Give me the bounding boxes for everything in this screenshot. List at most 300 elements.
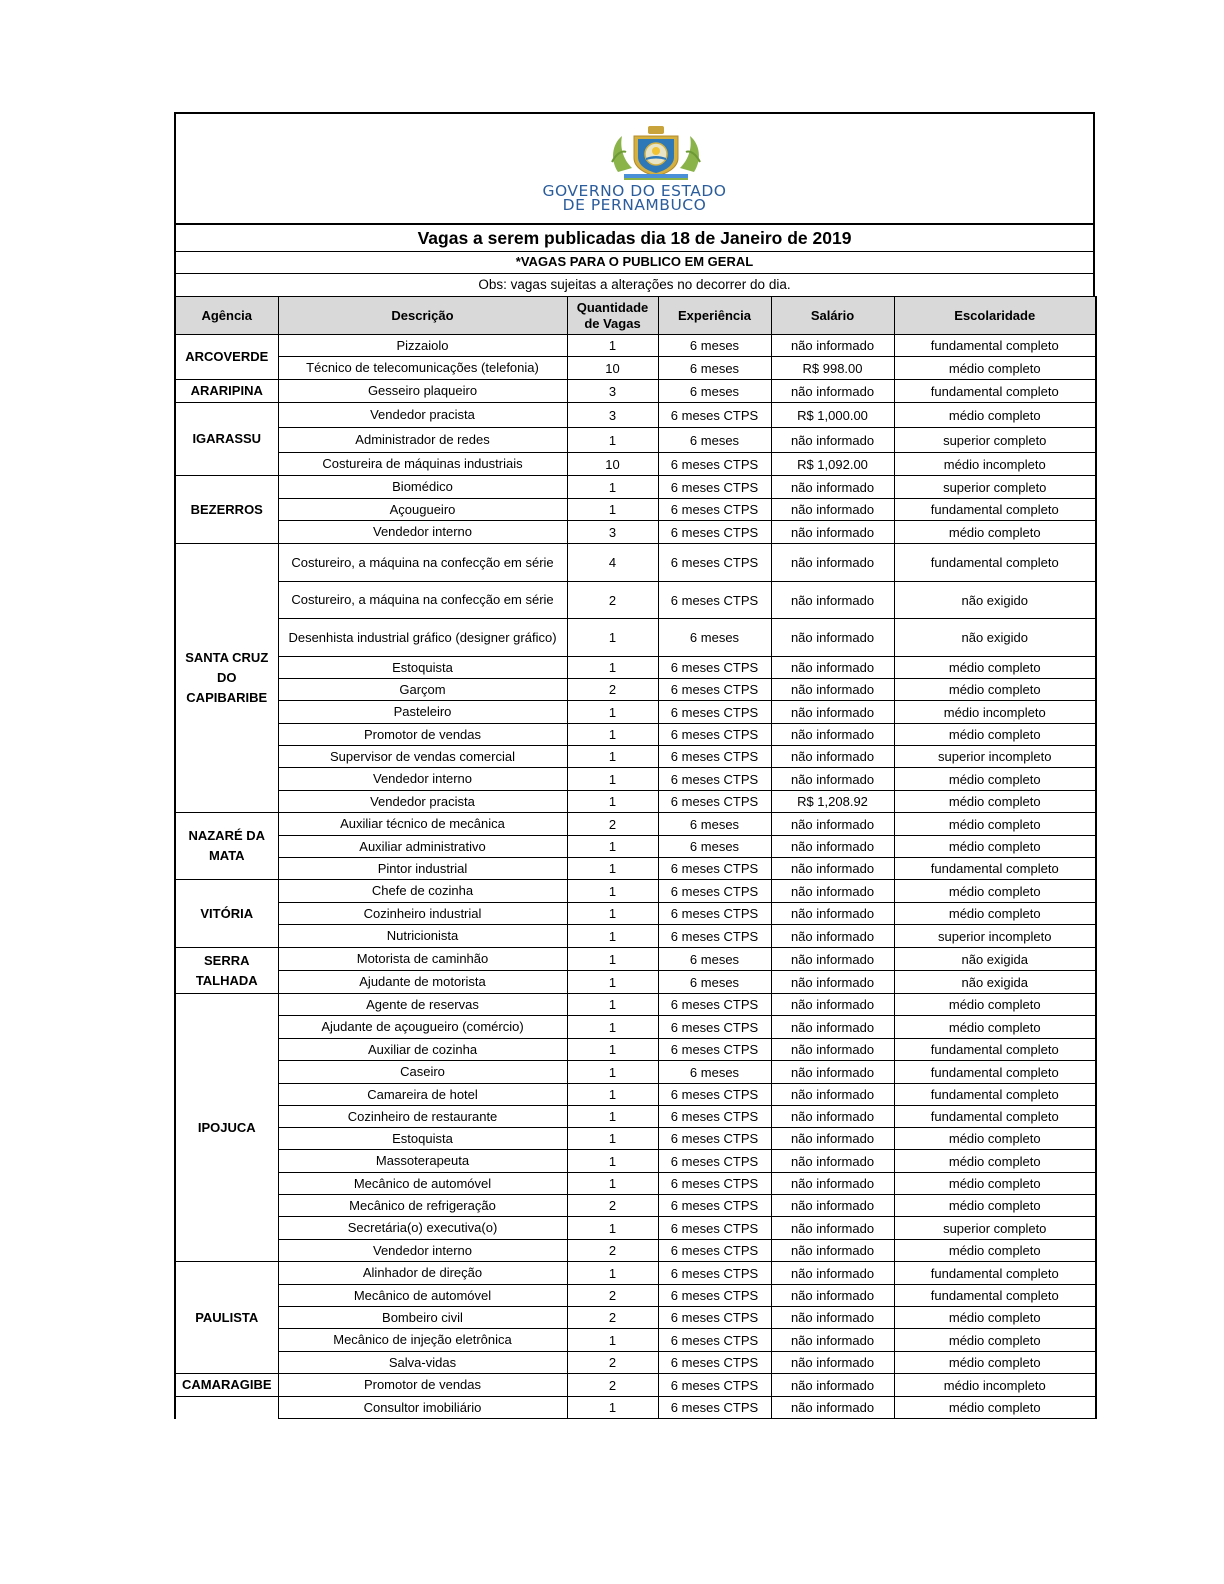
table-row bbox=[175, 453, 1096, 476]
coat-of-arms-icon bbox=[604, 124, 708, 182]
table-row bbox=[175, 1106, 1096, 1128]
education-cell: fundamental completo bbox=[894, 1262, 1096, 1285]
quantity-cell: 2 bbox=[567, 1195, 658, 1217]
quantity-cell: 1 bbox=[567, 791, 658, 813]
table-row bbox=[175, 521, 1096, 544]
table-row bbox=[175, 1240, 1096, 1262]
description-cell: Costureiro, a máquina na confecção em série bbox=[278, 582, 567, 619]
table-row bbox=[175, 1217, 1096, 1240]
experience-cell: 6 meses CTPS bbox=[658, 499, 771, 521]
salary-cell: não informado bbox=[771, 1195, 894, 1217]
salary-cell: não informado bbox=[771, 582, 894, 619]
education-cell: médio completo bbox=[894, 1016, 1096, 1039]
salary-cell: não informado bbox=[771, 1329, 894, 1352]
experience-cell: 6 meses CTPS bbox=[658, 903, 771, 925]
experience-cell: 6 meses CTPS bbox=[658, 1217, 771, 1240]
quantity-cell: 1 bbox=[567, 994, 658, 1016]
description-cell: Agente de reservas bbox=[278, 994, 567, 1016]
education-cell: médio completo bbox=[894, 1128, 1096, 1150]
agency-cell: PAULISTA bbox=[175, 1262, 278, 1374]
experience-cell: 6 meses CTPS bbox=[658, 925, 771, 948]
education-cell: médio completo bbox=[894, 679, 1096, 701]
table-row bbox=[175, 428, 1096, 453]
quantity-cell: 1 bbox=[567, 1217, 658, 1240]
table-row bbox=[175, 544, 1096, 582]
table-row bbox=[175, 1285, 1096, 1307]
description-cell: Administrador de redes bbox=[278, 428, 567, 453]
agency-name-line: SANTA CRUZ bbox=[185, 650, 269, 665]
education-cell: médio completo bbox=[894, 880, 1096, 903]
quantity-cell: 1 bbox=[567, 1150, 658, 1173]
salary-cell: não informado bbox=[771, 880, 894, 903]
description-cell: Cozinheiro de restaurante bbox=[278, 1106, 567, 1128]
table-row bbox=[175, 858, 1096, 880]
education-cell: médio incompleto bbox=[894, 453, 1096, 476]
agency-name-line: MATA bbox=[208, 848, 245, 863]
description-cell: Chefe de cozinha bbox=[278, 880, 567, 903]
salary-cell: não informado bbox=[771, 1173, 894, 1195]
education-cell: médio completo bbox=[894, 1240, 1096, 1262]
education-cell: médio completo bbox=[894, 1397, 1096, 1419]
agency-name-line: TALHADA bbox=[195, 972, 258, 988]
description-cell: Cozinheiro industrial bbox=[278, 903, 567, 925]
description-cell: Massoterapeuta bbox=[278, 1150, 567, 1173]
salary-cell: não informado bbox=[771, 701, 894, 724]
description-cell: Garçom bbox=[278, 679, 567, 701]
quantity-cell: 10 bbox=[567, 453, 658, 476]
agency-cell: CAMARAGIBE bbox=[175, 1374, 278, 1397]
quantity-cell: 2 bbox=[567, 1352, 658, 1374]
experience-cell: 6 meses CTPS bbox=[658, 679, 771, 701]
quantity-cell: 4 bbox=[567, 544, 658, 582]
experience-cell: 6 meses CTPS bbox=[658, 768, 771, 791]
education-cell: médio completo bbox=[894, 1352, 1096, 1374]
table-row bbox=[175, 903, 1096, 925]
table-row bbox=[175, 619, 1096, 657]
column-header-experiencia: Experiência bbox=[658, 297, 771, 335]
quantity-cell: 2 bbox=[567, 1285, 658, 1307]
education-cell: médio completo bbox=[894, 1329, 1096, 1352]
table-row bbox=[175, 380, 1096, 403]
education-cell: fundamental completo bbox=[894, 1106, 1096, 1128]
education-cell: não exigida bbox=[894, 948, 1096, 971]
description-cell: Açougueiro bbox=[278, 499, 567, 521]
description-cell: Salva-vidas bbox=[278, 1352, 567, 1374]
education-cell: fundamental completo bbox=[894, 499, 1096, 521]
table-row bbox=[175, 1016, 1096, 1039]
table-row bbox=[175, 657, 1096, 679]
quantity-cell: 1 bbox=[567, 1106, 658, 1128]
description-cell: Ajudante de motorista bbox=[278, 971, 567, 994]
salary-cell: não informado bbox=[771, 1084, 894, 1106]
table-row bbox=[175, 971, 1096, 994]
salary-cell: não informado bbox=[771, 1217, 894, 1240]
salary-cell: não informado bbox=[771, 428, 894, 453]
salary-cell: não informado bbox=[771, 1240, 894, 1262]
experience-cell: 6 meses CTPS bbox=[658, 1195, 771, 1217]
table-row bbox=[175, 768, 1096, 791]
experience-cell: 6 meses CTPS bbox=[658, 1374, 771, 1397]
experience-cell: 6 meses CTPS bbox=[658, 858, 771, 880]
quantity-cell: 1 bbox=[567, 971, 658, 994]
column-header-escolaridade: Escolaridade bbox=[894, 297, 1096, 335]
experience-cell: 6 meses bbox=[658, 1061, 771, 1084]
education-cell: não exigido bbox=[894, 582, 1096, 619]
experience-cell: 6 meses CTPS bbox=[658, 1128, 771, 1150]
description-cell: Costureira de máquinas industriais bbox=[278, 453, 567, 476]
experience-cell: 6 meses CTPS bbox=[658, 1397, 771, 1419]
experience-cell: 6 meses CTPS bbox=[658, 791, 771, 813]
quantity-cell: 1 bbox=[567, 1397, 658, 1419]
table-row bbox=[175, 1397, 1096, 1419]
description-cell: Vendedor pracista bbox=[278, 791, 567, 813]
agency-cell bbox=[175, 1397, 278, 1419]
education-cell: fundamental completo bbox=[894, 1061, 1096, 1084]
table-row bbox=[175, 836, 1096, 858]
table-row bbox=[175, 1262, 1096, 1285]
description-cell: Promotor de vendas bbox=[278, 724, 567, 746]
education-cell: médio incompleto bbox=[894, 1374, 1096, 1397]
agency-name-line: NAZARÉ DA bbox=[188, 828, 266, 843]
experience-cell: 6 meses CTPS bbox=[658, 403, 771, 428]
salary-cell: não informado bbox=[771, 925, 894, 948]
salary-cell: não informado bbox=[771, 836, 894, 858]
salary-cell: não informado bbox=[771, 1352, 894, 1374]
description-cell: Costureiro, a máquina na confecção em série bbox=[278, 544, 567, 582]
experience-cell: 6 meses bbox=[658, 335, 771, 357]
experience-cell: 6 meses CTPS bbox=[658, 1039, 771, 1061]
quantity-cell: 1 bbox=[567, 746, 658, 768]
table-row bbox=[175, 357, 1096, 380]
column-header-agencia: Agência bbox=[175, 297, 278, 335]
experience-cell: 6 meses CTPS bbox=[658, 724, 771, 746]
experience-cell: 6 meses CTPS bbox=[658, 1016, 771, 1039]
experience-cell: 6 meses CTPS bbox=[658, 453, 771, 476]
experience-cell: 6 meses CTPS bbox=[658, 521, 771, 544]
education-cell: médio completo bbox=[894, 903, 1096, 925]
experience-cell: 6 meses CTPS bbox=[658, 880, 771, 903]
salary-cell: R$ 998.00 bbox=[771, 357, 894, 380]
table-row bbox=[175, 1352, 1096, 1374]
education-cell: médio completo bbox=[894, 994, 1096, 1016]
salary-cell: não informado bbox=[771, 724, 894, 746]
experience-cell: 6 meses bbox=[658, 971, 771, 994]
table-row bbox=[175, 1061, 1096, 1084]
quantity-cell: 1 bbox=[567, 768, 658, 791]
salary-cell: não informado bbox=[771, 994, 894, 1016]
quantity-cell: 1 bbox=[567, 657, 658, 679]
description-cell: Promotor de vendas bbox=[278, 1374, 567, 1397]
table-row bbox=[175, 499, 1096, 521]
table-row bbox=[175, 1195, 1096, 1217]
quantity-cell: 1 bbox=[567, 619, 658, 657]
education-cell: médio completo bbox=[894, 1173, 1096, 1195]
quantity-cell: 1 bbox=[567, 1173, 658, 1195]
table-row bbox=[175, 724, 1096, 746]
table-row bbox=[175, 701, 1096, 724]
education-cell: médio completo bbox=[894, 521, 1096, 544]
salary-cell: não informado bbox=[771, 971, 894, 994]
quantity-cell: 1 bbox=[567, 1016, 658, 1039]
description-cell: Pintor industrial bbox=[278, 858, 567, 880]
quantity-cell: 1 bbox=[567, 903, 658, 925]
quantity-cell: 3 bbox=[567, 403, 658, 428]
description-cell: Caseiro bbox=[278, 1061, 567, 1084]
education-cell: médio completo bbox=[894, 836, 1096, 858]
education-cell: superior incompleto bbox=[894, 746, 1096, 768]
description-cell: Biomédico bbox=[278, 476, 567, 499]
quantity-cell: 1 bbox=[567, 724, 658, 746]
agency-cell: IGARASSU bbox=[175, 403, 278, 476]
table-row bbox=[175, 1173, 1096, 1195]
table-row bbox=[175, 813, 1096, 836]
description-cell: Pizzaiolo bbox=[278, 335, 567, 357]
education-cell: fundamental completo bbox=[894, 335, 1096, 357]
education-cell: médio completo bbox=[894, 724, 1096, 746]
page-title: Vagas a serem publicadas dia 18 de Janeiro de 2019 bbox=[174, 223, 1095, 251]
salary-cell: não informado bbox=[771, 1016, 894, 1039]
salary-cell: não informado bbox=[771, 948, 894, 971]
description-cell: Motorista de caminhão bbox=[278, 948, 567, 971]
education-cell: médio completo bbox=[894, 1150, 1096, 1173]
experience-cell: 6 meses CTPS bbox=[658, 701, 771, 724]
education-cell: médio incompleto bbox=[894, 701, 1096, 724]
jobs-table-body bbox=[175, 335, 1096, 1419]
agency-name-line: DO bbox=[217, 670, 237, 685]
quantity-cell: 1 bbox=[567, 499, 658, 521]
salary-cell: não informado bbox=[771, 335, 894, 357]
disclaimer-note: Obs: vagas sujeitas a alterações no decorrer do dia. bbox=[174, 273, 1095, 296]
header-banner bbox=[174, 112, 1095, 223]
salary-cell: não informado bbox=[771, 1262, 894, 1285]
experience-cell: 6 meses CTPS bbox=[658, 1307, 771, 1329]
quantity-cell: 2 bbox=[567, 1240, 658, 1262]
experience-cell: 6 meses CTPS bbox=[658, 1150, 771, 1173]
quantity-cell: 1 bbox=[567, 948, 658, 971]
salary-cell: não informado bbox=[771, 813, 894, 836]
table-header-row bbox=[175, 297, 1096, 335]
table-row bbox=[175, 582, 1096, 619]
education-cell: fundamental completo bbox=[894, 858, 1096, 880]
quantity-cell: 1 bbox=[567, 1128, 658, 1150]
salary-cell: não informado bbox=[771, 1307, 894, 1329]
description-cell: Mecânico de refrigeração bbox=[278, 1195, 567, 1217]
salary-cell: R$ 1,092.00 bbox=[771, 453, 894, 476]
quantidade-line-2: de Vagas bbox=[584, 315, 641, 331]
description-cell: Vendedor interno bbox=[278, 768, 567, 791]
salary-cell: não informado bbox=[771, 1374, 894, 1397]
experience-cell: 6 meses CTPS bbox=[658, 1106, 771, 1128]
quantity-cell: 1 bbox=[567, 701, 658, 724]
description-cell: Auxiliar administrativo bbox=[278, 836, 567, 858]
government-wordmark bbox=[176, 184, 1093, 212]
description-cell: Camareira de hotel bbox=[278, 1084, 567, 1106]
description-cell: Desenhista industrial gráfico (designer gráfico) bbox=[278, 619, 567, 657]
table-row bbox=[175, 679, 1096, 701]
experience-cell: 6 meses bbox=[658, 813, 771, 836]
experience-cell: 6 meses bbox=[658, 357, 771, 380]
salary-cell: não informado bbox=[771, 657, 894, 679]
experience-cell: 6 meses CTPS bbox=[658, 1084, 771, 1106]
description-cell: Bombeiro civil bbox=[278, 1307, 567, 1329]
experience-cell: 6 meses bbox=[658, 948, 771, 971]
experience-cell: 6 meses CTPS bbox=[658, 657, 771, 679]
agency-cell bbox=[175, 948, 278, 994]
quantity-cell: 2 bbox=[567, 813, 658, 836]
quantity-cell: 3 bbox=[567, 521, 658, 544]
quantity-cell: 1 bbox=[567, 476, 658, 499]
column-header-descricao: Descrição bbox=[278, 297, 567, 335]
description-cell: Estoquista bbox=[278, 1128, 567, 1150]
description-cell: Nutricionista bbox=[278, 925, 567, 948]
education-cell: fundamental completo bbox=[894, 1039, 1096, 1061]
quantity-cell: 1 bbox=[567, 1329, 658, 1352]
description-cell: Mecânico de automóvel bbox=[278, 1285, 567, 1307]
education-cell: fundamental completo bbox=[894, 1084, 1096, 1106]
agency-cell: BEZERROS bbox=[175, 476, 278, 544]
description-cell: Alinhador de direção bbox=[278, 1262, 567, 1285]
quantity-cell: 1 bbox=[567, 335, 658, 357]
gov-line-2: DE PERNAMBUCO bbox=[562, 196, 707, 214]
description-cell: Consultor imobiliário bbox=[278, 1397, 567, 1419]
salary-cell: não informado bbox=[771, 1150, 894, 1173]
experience-cell: 6 meses CTPS bbox=[658, 746, 771, 768]
quantity-cell: 2 bbox=[567, 1374, 658, 1397]
salary-cell: R$ 1,000.00 bbox=[771, 403, 894, 428]
table-row bbox=[175, 403, 1096, 428]
education-cell: fundamental completo bbox=[894, 1285, 1096, 1307]
table-row bbox=[175, 1150, 1096, 1173]
experience-cell: 6 meses bbox=[658, 428, 771, 453]
agency-cell bbox=[175, 544, 278, 813]
quantity-cell: 1 bbox=[567, 880, 658, 903]
description-cell: Mecânico de automóvel bbox=[278, 1173, 567, 1195]
experience-cell: 6 meses CTPS bbox=[658, 994, 771, 1016]
experience-cell: 6 meses CTPS bbox=[658, 1262, 771, 1285]
job-listing-sheet bbox=[174, 112, 1095, 1419]
salary-cell: não informado bbox=[771, 544, 894, 582]
experience-cell: 6 meses CTPS bbox=[658, 476, 771, 499]
table-row bbox=[175, 746, 1096, 768]
education-cell: superior completo bbox=[894, 1217, 1096, 1240]
description-cell: Pasteleiro bbox=[278, 701, 567, 724]
table-row bbox=[175, 476, 1096, 499]
quantity-cell: 1 bbox=[567, 858, 658, 880]
salary-cell: não informado bbox=[771, 499, 894, 521]
salary-cell: não informado bbox=[771, 619, 894, 657]
education-cell: médio completo bbox=[894, 403, 1096, 428]
agency-cell: IPOJUCA bbox=[175, 994, 278, 1262]
description-cell: Estoquista bbox=[278, 657, 567, 679]
quantity-cell: 1 bbox=[567, 925, 658, 948]
education-cell: médio completo bbox=[894, 357, 1096, 380]
salary-cell: R$ 1,208.92 bbox=[771, 791, 894, 813]
experience-cell: 6 meses bbox=[658, 836, 771, 858]
table-row bbox=[175, 1329, 1096, 1352]
salary-cell: não informado bbox=[771, 679, 894, 701]
table-row bbox=[175, 1084, 1096, 1106]
table-row bbox=[175, 994, 1096, 1016]
quantity-cell: 3 bbox=[567, 380, 658, 403]
quantity-cell: 2 bbox=[567, 679, 658, 701]
table-row bbox=[175, 1374, 1096, 1397]
experience-cell: 6 meses bbox=[658, 380, 771, 403]
quantity-cell: 1 bbox=[567, 428, 658, 453]
agency-name-line: CAPIBARIBE bbox=[186, 690, 268, 705]
agency-cell: ARCOVERDE bbox=[175, 335, 278, 380]
subtitle: *VAGAS PARA O PUBLICO EM GERAL bbox=[174, 251, 1095, 273]
salary-cell: não informado bbox=[771, 1397, 894, 1419]
gov-line-1: GOVERNO DO ESTADO bbox=[542, 182, 727, 200]
education-cell: superior completo bbox=[894, 428, 1096, 453]
column-header-salario: Salário bbox=[771, 297, 894, 335]
quantity-cell: 2 bbox=[567, 1307, 658, 1329]
education-cell: médio completo bbox=[894, 768, 1096, 791]
quantity-cell: 1 bbox=[567, 1262, 658, 1285]
salary-cell: não informado bbox=[771, 903, 894, 925]
description-cell: Supervisor de vendas comercial bbox=[278, 746, 567, 768]
quantity-cell: 2 bbox=[567, 582, 658, 619]
jobs-table bbox=[174, 296, 1097, 1419]
table-row bbox=[175, 948, 1096, 971]
experience-cell: 6 meses bbox=[658, 619, 771, 657]
education-cell: médio completo bbox=[894, 813, 1096, 836]
education-cell: médio completo bbox=[894, 1195, 1096, 1217]
description-cell: Secretária(o) executiva(o) bbox=[278, 1217, 567, 1240]
experience-cell: 6 meses CTPS bbox=[658, 582, 771, 619]
quantidade-line-1: Quantidade bbox=[576, 299, 649, 315]
salary-cell: não informado bbox=[771, 521, 894, 544]
table-row bbox=[175, 335, 1096, 357]
experience-cell: 6 meses CTPS bbox=[658, 1352, 771, 1374]
quantity-cell: 1 bbox=[567, 1084, 658, 1106]
salary-cell: não informado bbox=[771, 858, 894, 880]
quantity-cell: 1 bbox=[567, 1061, 658, 1084]
experience-cell: 6 meses CTPS bbox=[658, 1329, 771, 1352]
agency-cell: ARARIPINA bbox=[175, 380, 278, 403]
salary-cell: não informado bbox=[771, 768, 894, 791]
description-cell: Vendedor interno bbox=[278, 1240, 567, 1262]
quantity-cell: 10 bbox=[567, 357, 658, 380]
description-cell: Vendedor pracista bbox=[278, 403, 567, 428]
quantity-cell: 1 bbox=[567, 836, 658, 858]
description-cell: Ajudante de açougueiro (comércio) bbox=[278, 1016, 567, 1039]
agency-cell: VITÓRIA bbox=[175, 880, 278, 948]
salary-cell: não informado bbox=[771, 476, 894, 499]
description-cell: Auxiliar técnico de mecânica bbox=[278, 813, 567, 836]
salary-cell: não informado bbox=[771, 746, 894, 768]
salary-cell: não informado bbox=[771, 1285, 894, 1307]
description-cell: Auxiliar de cozinha bbox=[278, 1039, 567, 1061]
table-row bbox=[175, 1307, 1096, 1329]
description-cell: Gesseiro plaqueiro bbox=[278, 380, 567, 403]
column-header-quantidade bbox=[567, 297, 658, 335]
table-row bbox=[175, 880, 1096, 903]
education-cell: médio completo bbox=[894, 1307, 1096, 1329]
experience-cell: 6 meses CTPS bbox=[658, 1285, 771, 1307]
education-cell: superior incompleto bbox=[894, 925, 1096, 948]
salary-cell: não informado bbox=[771, 1106, 894, 1128]
experience-cell: 6 meses CTPS bbox=[658, 544, 771, 582]
salary-cell: não informado bbox=[771, 1039, 894, 1061]
description-cell: Mecânico de injeção eletrônica bbox=[278, 1329, 567, 1352]
education-cell: médio completo bbox=[894, 657, 1096, 679]
education-cell: superior completo bbox=[894, 476, 1096, 499]
salary-cell: não informado bbox=[771, 1061, 894, 1084]
salary-cell: não informado bbox=[771, 380, 894, 403]
quantity-cell: 1 bbox=[567, 1039, 658, 1061]
agency-cell bbox=[175, 813, 278, 880]
